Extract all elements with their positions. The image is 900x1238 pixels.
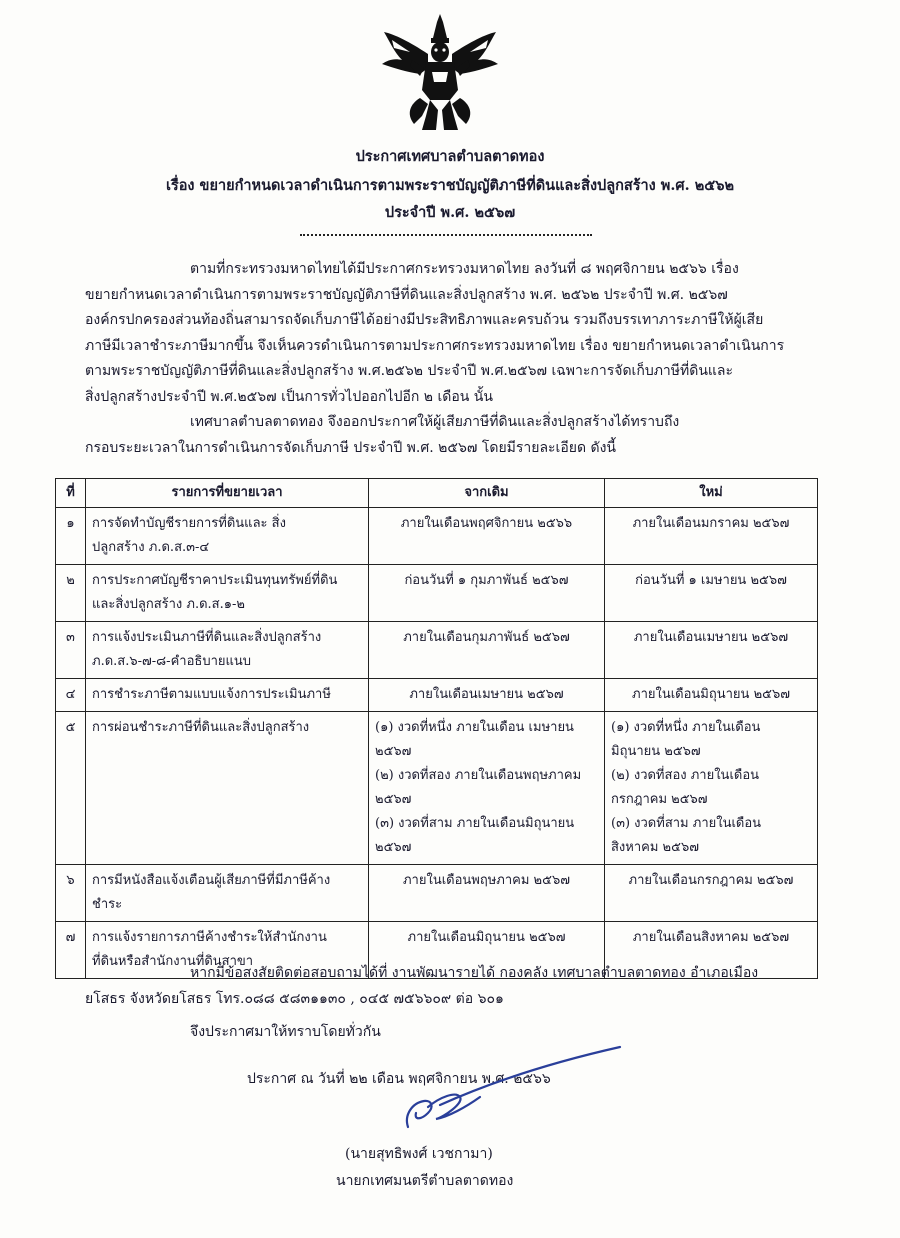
row-old-deadline-line: ภายในเดือนกุมภาพันธ์ ๒๕๖๗ bbox=[403, 630, 570, 645]
row-new-deadline-line: (๓) งวดที่สาม ภายในเดือน bbox=[611, 816, 762, 831]
row-new-deadline-line: ภายในเดือนกรกฎาคม ๒๕๖๗ bbox=[628, 873, 794, 888]
row-old-deadline bbox=[369, 565, 605, 622]
row-item bbox=[86, 865, 369, 922]
row-new-deadline-line: สิงหาคม ๒๕๖๗ bbox=[611, 840, 699, 855]
row-number: ๖ bbox=[56, 865, 86, 922]
row-old-deadline-line: (๓) งวดที่สาม ภายในเดือนมิถุนายน bbox=[375, 816, 575, 831]
row-number: ๓ bbox=[56, 622, 86, 679]
row-old-deadline-line: ก่อนวันที่ ๑ กุมภาพันธ์ ๒๕๖๗ bbox=[404, 573, 569, 588]
row-old-deadline-line: ภายในเดือนเมษายน ๒๕๖๗ bbox=[409, 687, 564, 702]
row-item bbox=[86, 712, 369, 865]
row-item bbox=[86, 508, 369, 565]
row-item-line: ภ.ด.ส.๖-๗-๘-คำอธิบายแนบ bbox=[92, 654, 252, 669]
row-item-line: การผ่อนชำระภาษีที่ดินและสิ่งปลูกสร้าง bbox=[92, 720, 310, 735]
header-old: จากเดิม bbox=[369, 479, 605, 508]
row-item-line: การมีหนังสือแจ้งเตือนผู้เสียภาษีที่มีภาษีค้าง bbox=[92, 873, 331, 888]
table-row bbox=[56, 622, 818, 679]
row-new-deadline-line: กรกฎาคม ๒๕๖๗ bbox=[611, 792, 708, 807]
row-new-deadline-line: ก่อนวันที่ ๑ เมษายน ๒๕๖๗ bbox=[635, 573, 787, 588]
announcement-title: ประกาศเทศบาลตำบลตาดทอง bbox=[355, 148, 545, 165]
row-old-deadline-line: (๒) งวดที่สอง ภายในเดือนพฤษภาคม bbox=[375, 768, 582, 783]
row-old-deadline-line: (๑) งวดที่หนึ่ง ภายในเดือน เมษายน bbox=[375, 720, 574, 735]
header-new: ใหม่ bbox=[605, 479, 818, 508]
row-new-deadline-line: ภายในเดือนเมษายน ๒๕๖๗ bbox=[633, 630, 789, 645]
table-row bbox=[56, 865, 818, 922]
row-old-deadline-line: ๒๕๖๗ bbox=[375, 744, 412, 759]
row-new-deadline bbox=[605, 712, 818, 865]
row-number: ๗ bbox=[56, 922, 86, 979]
row-item-line: ชำระ bbox=[92, 897, 123, 912]
row-item-line: ที่ดินหรือสำนักงานที่ดินสาขา bbox=[92, 954, 254, 969]
garuda-emblem-icon bbox=[380, 12, 500, 134]
row-new-deadline-line: มิถุนายน ๒๕๖๗ bbox=[611, 744, 701, 759]
contact-line: ยโสธร จังหวัดยโสธร โทร.๐๘๘ ๕๘๓๑๑๓๐ , ๐๔๕ ๗๕๖๖๐๙ ต่อ ๖๐๑ bbox=[85, 990, 504, 1007]
table-row bbox=[56, 565, 818, 622]
row-item-line: การประกาศบัญชีราคาประเมินทุนทรัพย์ที่ดิน bbox=[92, 573, 338, 588]
row-old-deadline bbox=[369, 508, 605, 565]
row-item bbox=[86, 565, 369, 622]
header-no: ที่ bbox=[56, 479, 86, 508]
row-old-deadline bbox=[369, 865, 605, 922]
table-header-row bbox=[56, 479, 818, 508]
row-new-deadline-line: (๑) งวดที่หนึ่ง ภายในเดือน bbox=[611, 720, 761, 735]
schedule-table bbox=[55, 478, 818, 979]
row-new-deadline bbox=[605, 865, 818, 922]
row-number: ๒ bbox=[56, 565, 86, 622]
table-row bbox=[56, 508, 818, 565]
table-row bbox=[56, 679, 818, 712]
row-item-line: การแจ้งรายการภาษีค้างชำระให้สำนักงาน bbox=[92, 930, 327, 945]
paragraph-line: สิ่งปลูกสร้างประจำปี พ.ศ.๒๕๖๗ เป็นการทั่วไปออกไปอีก ๒ เดือน นั้น bbox=[85, 388, 493, 405]
row-number: ๑ bbox=[56, 508, 86, 565]
row-new-deadline bbox=[605, 622, 818, 679]
row-old-deadline-line: ๒๕๖๗ bbox=[375, 840, 412, 855]
row-item bbox=[86, 622, 369, 679]
signatory-name: (นายสุทธิพงศ์ เวชกามา) bbox=[345, 1146, 493, 1162]
row-item bbox=[86, 679, 369, 712]
header-item: รายการที่ขยายเวลา bbox=[86, 479, 369, 508]
row-item-line: การชำระภาษีตามแบบแจ้งการประเมินภาษี bbox=[92, 687, 331, 702]
dotted-divider bbox=[300, 234, 592, 236]
row-number: ๔ bbox=[56, 679, 86, 712]
closing-text: จึงประกาศมาให้ทราบโดยทั่วกัน bbox=[190, 1024, 381, 1040]
row-old-deadline bbox=[369, 712, 605, 865]
row-new-deadline-line: ภายในเดือนสิงหาคม ๒๕๖๗ bbox=[632, 930, 790, 945]
contact-line: หากมีข้อสงสัยติดต่อสอบถามได้ที่ งานพัฒนารายได้ กองคลัง เทศบาลตำบลตาดทอง อำเภอเมือง bbox=[190, 965, 759, 981]
row-item-line: การจัดทำบัญชีรายการที่ดินและ สิ่ง bbox=[92, 516, 286, 531]
row-new-deadline bbox=[605, 508, 818, 565]
row-old-deadline-line: ภายในเดือนพฤษภาคม ๒๕๖๗ bbox=[402, 873, 570, 888]
signatory-title: นายกเทศมนตรีตำบลตาดทอง bbox=[336, 1173, 514, 1189]
paragraph-line: ภาษีมีเวลาชำระภาษีมากขึ้น จึงเห็นควรดำเนินการตามประกาศกระทรวงมหาดไทย เรื่อง ขยายกำหนดเวลาดำเนินการ bbox=[85, 337, 785, 354]
paragraph-2 bbox=[85, 410, 815, 461]
paragraph-line: ขยายกำหนดเวลาดำเนินการตามพระราชบัญญัติภาษีที่ดินและสิ่งปลูกสร้าง พ.ศ. ๒๕๖๒ ประจำปี พ.ศ. ๒๕๖๗ bbox=[85, 286, 728, 303]
contact-paragraph bbox=[85, 961, 815, 1012]
row-new-deadline-line: ภายในเดือนมิถุนายน ๒๕๖๗ bbox=[632, 687, 790, 702]
table-row bbox=[56, 712, 818, 865]
paragraph-line: กรอบระยะเวลาในการดำเนินการจัดเก็บภาษี ประจำปี พ.ศ. ๒๕๖๗ โดยมีรายละเอียด ดังนี้ bbox=[85, 439, 616, 456]
row-old-deadline-line: ภายในเดือนมิถุนายน ๒๕๖๗ bbox=[407, 930, 566, 945]
row-new-deadline bbox=[605, 565, 818, 622]
row-item-line: และสิ่งปลูกสร้าง ภ.ด.ส.๑-๒ bbox=[92, 597, 245, 612]
row-new-deadline-line: ภายในเดือนมกราคม ๒๕๖๗ bbox=[632, 516, 790, 531]
row-item-line: การแจ้งประเมินภาษีที่ดินและสิ่งปลูกสร้าง bbox=[92, 630, 322, 645]
paragraph-line: เทศบาลตำบลตาดทอง จึงออกประกาศให้ผู้เสียภาษีที่ดินและสิ่งปลูกสร้างได้ทราบถึง bbox=[190, 414, 680, 430]
handwritten-signature-icon bbox=[400, 1045, 630, 1135]
row-new-deadline bbox=[605, 679, 818, 712]
row-old-deadline bbox=[369, 622, 605, 679]
row-old-deadline bbox=[369, 679, 605, 712]
paragraph-line: องค์กรปกครองส่วนท้องถิ่นสามารถจัดเก็บภาษีได้อย่างมีประสิทธิภาพและครบถ้วน รวมถึงบรรเทาภาระภาษีให้ผู้เสีย bbox=[85, 312, 764, 328]
paragraph-line: ตามพระราชบัญญัติภาษีที่ดินและสิ่งปลูกสร้าง พ.ศ.๒๕๖๒ ประจำปี พ.ศ.๒๕๖๗ เฉพาะการจัดเก็บภาษีที่ดินและ bbox=[85, 363, 734, 379]
row-old-deadline-line: ๒๕๖๗ bbox=[375, 792, 412, 807]
announcement-subject: เรื่อง ขยายกำหนดเวลาดำเนินการตามพระราชบัญญัติภาษีที่ดินและสิ่งปลูกสร้าง พ.ศ. ๒๕๖๒ bbox=[165, 177, 735, 194]
date-line: ประกาศ ณ วันที่ ๒๒ เดือน พฤศจิกายน พ.ศ. ๒๕๖๖ bbox=[247, 1071, 551, 1087]
announcement-year: ประจำปี พ.ศ. ๒๕๖๗ bbox=[384, 204, 516, 221]
row-new-deadline-line: (๒) งวดที่สอง ภายในเดือน bbox=[611, 768, 760, 783]
row-number: ๕ bbox=[56, 712, 86, 865]
row-item-line: ปลูกสร้าง ภ.ด.ส.๓-๔ bbox=[92, 540, 210, 555]
paragraph-1 bbox=[85, 257, 815, 410]
row-old-deadline-line: ภายในเดือนพฤศจิกายน ๒๕๖๖ bbox=[400, 516, 573, 531]
paragraph-line: ตามที่กระทรวงมหาดไทยได้มีประกาศกระทรวงมหาดไทย ลงวันที่ ๘ พฤศจิกายน ๒๕๖๖ เรื่อง bbox=[190, 261, 739, 277]
